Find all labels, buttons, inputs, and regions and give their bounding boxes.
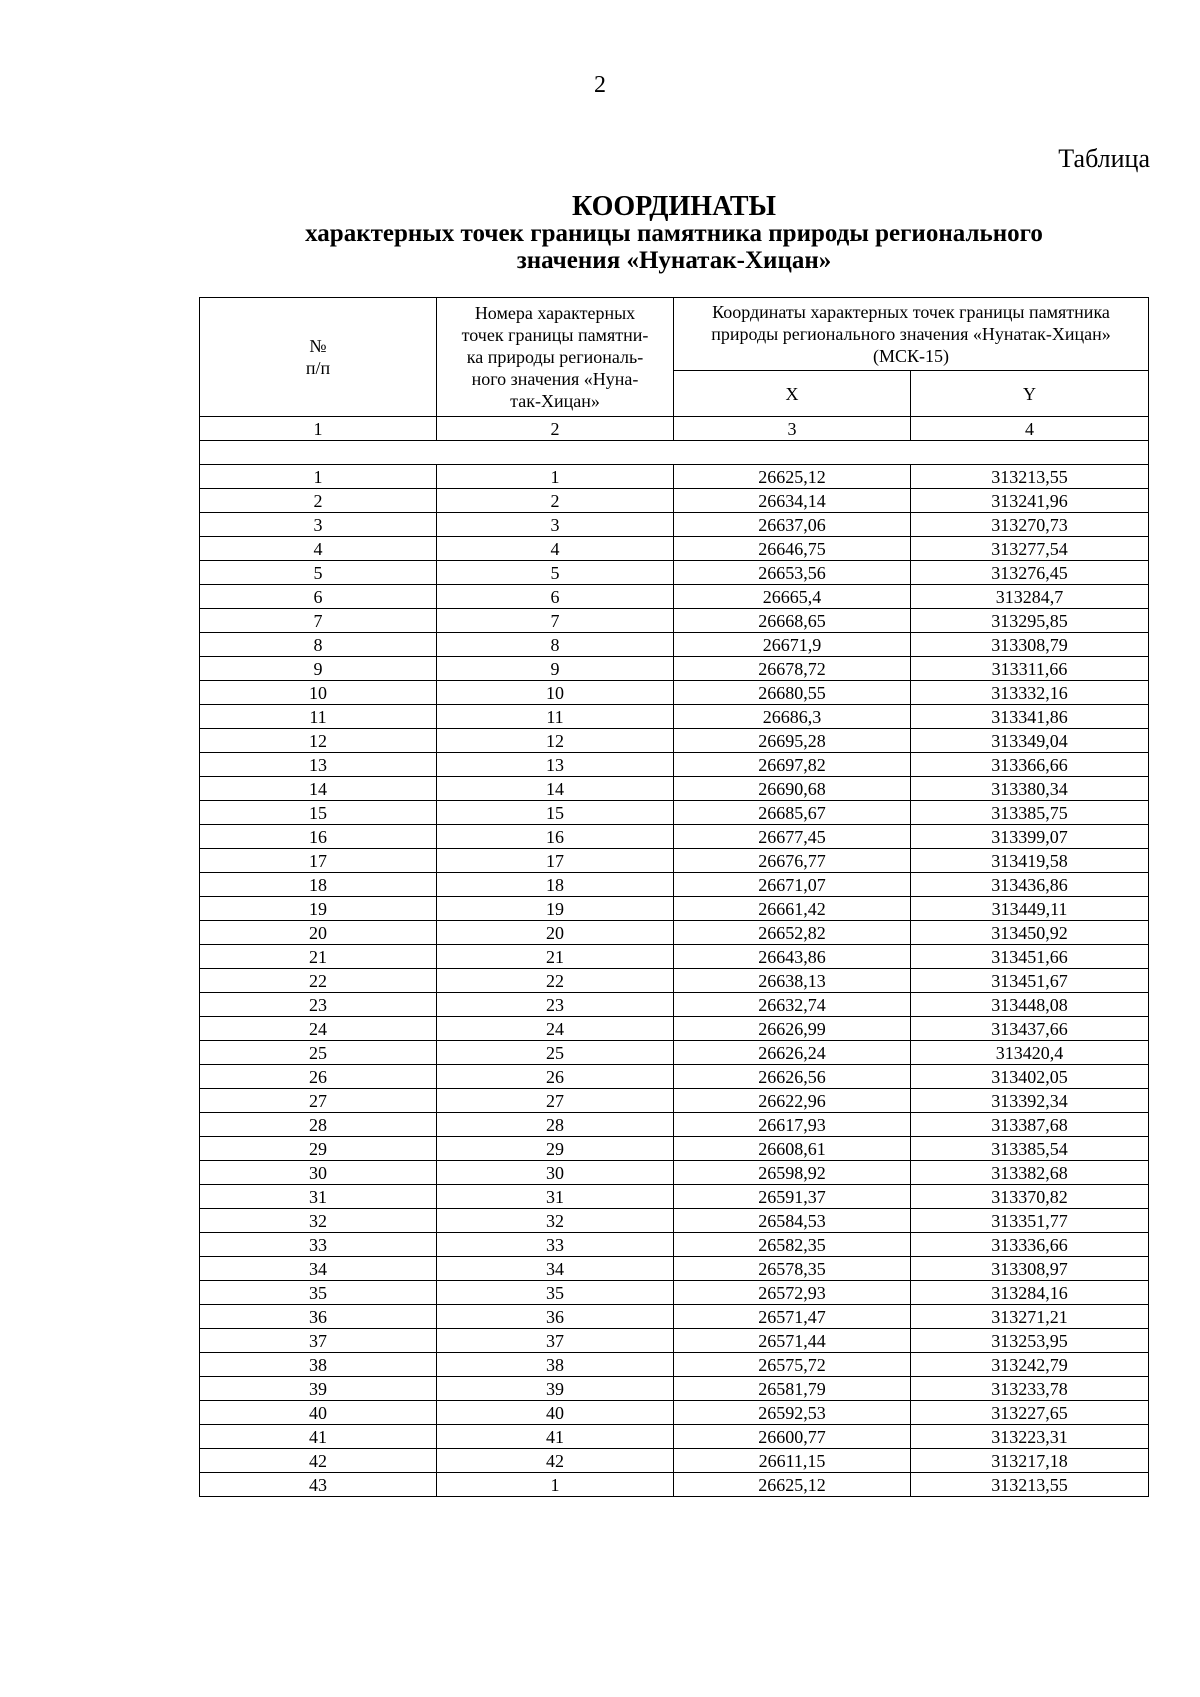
cell-y: 313448,08: [911, 993, 1149, 1017]
cell-point-number: 22: [437, 969, 674, 993]
table-row: [200, 1449, 1149, 1473]
cell-row-number: 3: [200, 513, 437, 537]
cell-y: 313420,4: [911, 1041, 1149, 1065]
cell-row-number: 41: [200, 1425, 437, 1449]
cell-point-number: 41: [437, 1425, 674, 1449]
cell-row-number: 10: [200, 681, 437, 705]
cell-x: 26678,72: [674, 657, 911, 681]
cell-point-number: 37: [437, 1329, 674, 1353]
cell-point-number: 34: [437, 1257, 674, 1281]
table-row: [200, 1041, 1149, 1065]
cell-point-number: 23: [437, 993, 674, 1017]
table-row: [200, 873, 1149, 897]
cell-row-number: 16: [200, 825, 437, 849]
cell-point-number: 26: [437, 1065, 674, 1089]
cell-y: 313242,79: [911, 1353, 1149, 1377]
title-line-3: значения «Нунатак-Хицан»: [516, 247, 832, 274]
cell-y: 313270,73: [911, 513, 1149, 537]
cell-row-number: 23: [200, 993, 437, 1017]
cell-y: 313332,16: [911, 681, 1149, 705]
column-number: 1: [200, 417, 437, 441]
cell-point-number: 31: [437, 1185, 674, 1209]
cell-x: 26652,82: [674, 921, 911, 945]
header-row-number-line-1: №: [309, 336, 327, 356]
cell-row-number: 28: [200, 1113, 437, 1137]
table-row: [200, 633, 1149, 657]
cell-y: 313336,66: [911, 1233, 1149, 1257]
cell-row-number: 2: [200, 489, 437, 513]
cell-row-number: 42: [200, 1449, 437, 1473]
cell-x: 26582,35: [674, 1233, 911, 1257]
cell-y: 313366,66: [911, 753, 1149, 777]
cell-y: 313449,11: [911, 897, 1149, 921]
cell-row-number: 39: [200, 1377, 437, 1401]
cell-row-number: 30: [200, 1161, 437, 1185]
cell-point-number: 27: [437, 1089, 674, 1113]
cell-row-number: 29: [200, 1137, 437, 1161]
cell-row-number: 18: [200, 873, 437, 897]
table-row: [200, 993, 1149, 1017]
cell-y: 313284,7: [911, 585, 1149, 609]
cell-x: 26661,42: [674, 897, 911, 921]
cell-x: 26671,07: [674, 873, 911, 897]
cell-x: 26598,92: [674, 1161, 911, 1185]
cell-y: 313380,34: [911, 777, 1149, 801]
cell-y: 313370,82: [911, 1185, 1149, 1209]
cell-y: 313311,66: [911, 657, 1149, 681]
cell-point-number: 12: [437, 729, 674, 753]
cell-point-number: 4: [437, 537, 674, 561]
cell-point-number: 20: [437, 921, 674, 945]
table-row: [200, 1137, 1149, 1161]
cell-y: 313341,86: [911, 705, 1149, 729]
cell-point-number: 40: [437, 1401, 674, 1425]
cell-y: 313382,68: [911, 1161, 1149, 1185]
table-row: [200, 1161, 1149, 1185]
header-row-number-line-2: п/п: [305, 358, 331, 378]
cell-y: 313349,04: [911, 729, 1149, 753]
cell-x: 26676,77: [674, 849, 911, 873]
header-point-numbers-line-1: Номера характерных: [474, 303, 636, 323]
cell-row-number: 43: [200, 1473, 437, 1497]
cell-x: 26685,67: [674, 801, 911, 825]
cell-y: 313308,79: [911, 633, 1149, 657]
cell-y: 313385,75: [911, 801, 1149, 825]
header-point-numbers: [437, 298, 674, 417]
table-row: [200, 921, 1149, 945]
cell-row-number: 6: [200, 585, 437, 609]
table-label: Таблица: [1058, 144, 1150, 173]
header-x: X: [674, 371, 911, 417]
cell-row-number: 12: [200, 729, 437, 753]
cell-point-number: 5: [437, 561, 674, 585]
cell-point-number: 30: [437, 1161, 674, 1185]
table-row: [200, 945, 1149, 969]
table-row: [200, 465, 1149, 489]
cell-point-number: 29: [437, 1137, 674, 1161]
cell-x: 26686,3: [674, 705, 911, 729]
table-row: [200, 1401, 1149, 1425]
cell-row-number: 7: [200, 609, 437, 633]
cell-y: 313451,66: [911, 945, 1149, 969]
cell-y: 313276,45: [911, 561, 1149, 585]
cell-point-number: 8: [437, 633, 674, 657]
table-row: [200, 777, 1149, 801]
table-row: [200, 1329, 1149, 1353]
cell-y: 313437,66: [911, 1017, 1149, 1041]
cell-point-number: 15: [437, 801, 674, 825]
table-row: [200, 1113, 1149, 1137]
cell-row-number: 9: [200, 657, 437, 681]
cell-x: 26571,44: [674, 1329, 911, 1353]
cell-row-number: 35: [200, 1281, 437, 1305]
cell-row-number: 25: [200, 1041, 437, 1065]
cell-x: 26572,93: [674, 1281, 911, 1305]
cell-x: 26634,14: [674, 489, 911, 513]
cell-x: 26643,86: [674, 945, 911, 969]
cell-y: 313233,78: [911, 1377, 1149, 1401]
cell-point-number: 9: [437, 657, 674, 681]
cell-x: 26680,55: [674, 681, 911, 705]
blank-cell: [200, 441, 1149, 465]
cell-row-number: 8: [200, 633, 437, 657]
cell-point-number: 10: [437, 681, 674, 705]
cell-row-number: 14: [200, 777, 437, 801]
cell-row-number: 24: [200, 1017, 437, 1041]
table-row: [200, 849, 1149, 873]
cell-row-number: 21: [200, 945, 437, 969]
cell-row-number: 34: [200, 1257, 437, 1281]
cell-point-number: 35: [437, 1281, 674, 1305]
cell-point-number: 13: [437, 753, 674, 777]
column-number: 3: [674, 417, 911, 441]
cell-row-number: 4: [200, 537, 437, 561]
cell-y: 313295,85: [911, 609, 1149, 633]
table-row: [200, 1089, 1149, 1113]
cell-x: 26625,12: [674, 465, 911, 489]
cell-row-number: 20: [200, 921, 437, 945]
cell-x: 26637,06: [674, 513, 911, 537]
cell-row-number: 13: [200, 753, 437, 777]
page-number: 2: [594, 72, 606, 98]
header-coordinates-line-1: Координаты характерных точек границы памятника: [712, 302, 1110, 322]
cell-point-number: 21: [437, 945, 674, 969]
table-row: [200, 1473, 1149, 1497]
table-row: [200, 657, 1149, 681]
cell-y: 313399,07: [911, 825, 1149, 849]
cell-point-number: 2: [437, 489, 674, 513]
cell-row-number: 22: [200, 969, 437, 993]
cell-y: 313227,65: [911, 1401, 1149, 1425]
table-row: [200, 825, 1149, 849]
cell-x: 26592,53: [674, 1401, 911, 1425]
cell-point-number: 18: [437, 873, 674, 897]
cell-point-number: 17: [437, 849, 674, 873]
table-row: [200, 1209, 1149, 1233]
table-row: [200, 1185, 1149, 1209]
table-row: [200, 609, 1149, 633]
cell-y: 313217,18: [911, 1449, 1149, 1473]
cell-x: 26584,53: [674, 1209, 911, 1233]
column-number: 4: [911, 417, 1149, 441]
table-row: [200, 1065, 1149, 1089]
table-row: [200, 897, 1149, 921]
document-title: [200, 193, 1148, 274]
cell-point-number: 33: [437, 1233, 674, 1257]
cell-x: 26571,47: [674, 1305, 911, 1329]
cell-y: 313392,34: [911, 1089, 1149, 1113]
table-row: [200, 513, 1149, 537]
table-row: [200, 1281, 1149, 1305]
cell-y: 313402,05: [911, 1065, 1149, 1089]
cell-x: 26581,79: [674, 1377, 911, 1401]
table-row: [200, 489, 1149, 513]
cell-x: 26591,37: [674, 1185, 911, 1209]
table-row: [200, 1233, 1149, 1257]
cell-y: 313253,95: [911, 1329, 1149, 1353]
cell-x: 26653,56: [674, 561, 911, 585]
table-row: [200, 753, 1149, 777]
column-numbers-row: [200, 417, 1149, 441]
cell-point-number: 39: [437, 1377, 674, 1401]
cell-point-number: 32: [437, 1209, 674, 1233]
cell-y: 313241,96: [911, 489, 1149, 513]
cell-x: 26578,35: [674, 1257, 911, 1281]
cell-row-number: 31: [200, 1185, 437, 1209]
cell-row-number: 37: [200, 1329, 437, 1353]
cell-point-number: 3: [437, 513, 674, 537]
cell-x: 26575,72: [674, 1353, 911, 1377]
cell-row-number: 15: [200, 801, 437, 825]
cell-point-number: 11: [437, 705, 674, 729]
header-row: [200, 298, 1149, 371]
cell-row-number: 27: [200, 1089, 437, 1113]
cell-x: 26677,45: [674, 825, 911, 849]
header-point-numbers-line-5: так-Хицан»: [510, 391, 600, 411]
cell-y: 313223,31: [911, 1425, 1149, 1449]
cell-row-number: 26: [200, 1065, 437, 1089]
cell-row-number: 36: [200, 1305, 437, 1329]
cell-row-number: 1: [200, 465, 437, 489]
cell-x: 26626,99: [674, 1017, 911, 1041]
cell-x: 26625,12: [674, 1473, 911, 1497]
cell-y: 313284,16: [911, 1281, 1149, 1305]
cell-row-number: 17: [200, 849, 437, 873]
cell-x: 26608,61: [674, 1137, 911, 1161]
cell-point-number: 24: [437, 1017, 674, 1041]
table-row: [200, 537, 1149, 561]
cell-point-number: 28: [437, 1113, 674, 1137]
cell-row-number: 33: [200, 1233, 437, 1257]
header-row-number: [200, 298, 437, 417]
cell-y: 313213,55: [911, 465, 1149, 489]
cell-y: 313308,97: [911, 1257, 1149, 1281]
cell-y: 313436,86: [911, 873, 1149, 897]
header-coordinates-line-3: (МСК-15): [873, 346, 949, 366]
coordinates-table: [199, 297, 1149, 1497]
title-main: КООРДИНАТЫ: [571, 191, 777, 222]
cell-x: 26626,24: [674, 1041, 911, 1065]
cell-x: 26611,15: [674, 1449, 911, 1473]
cell-y: 313387,68: [911, 1113, 1149, 1137]
cell-row-number: 11: [200, 705, 437, 729]
table-row: [200, 681, 1149, 705]
cell-y: 313277,54: [911, 537, 1149, 561]
header-y: Y: [911, 371, 1149, 417]
cell-y: 313271,21: [911, 1305, 1149, 1329]
cell-y: 313213,55: [911, 1473, 1149, 1497]
cell-x: 26632,74: [674, 993, 911, 1017]
table-row: [200, 1257, 1149, 1281]
cell-x: 26668,65: [674, 609, 911, 633]
cell-x: 26600,77: [674, 1425, 911, 1449]
header-point-numbers-line-4: ного значения «Нуна-: [471, 369, 639, 389]
table-row: [200, 1017, 1149, 1041]
cell-x: 26622,96: [674, 1089, 911, 1113]
cell-point-number: 1: [437, 1473, 674, 1497]
table-row: [200, 585, 1149, 609]
cell-y: 313450,92: [911, 921, 1149, 945]
table-row: [200, 969, 1149, 993]
cell-point-number: 38: [437, 1353, 674, 1377]
title-line-2: характерных точек границы памятника природы регионального: [305, 220, 1043, 247]
cell-x: 26695,28: [674, 729, 911, 753]
cell-row-number: 5: [200, 561, 437, 585]
header-coordinates-line-2: природы регионального значения «Нунатак-Хицан»: [711, 324, 1111, 344]
table-row: [200, 1377, 1149, 1401]
table-row: [200, 729, 1149, 753]
cell-row-number: 40: [200, 1401, 437, 1425]
table-row: [200, 801, 1149, 825]
cell-y: 313419,58: [911, 849, 1149, 873]
cell-y: 313385,54: [911, 1137, 1149, 1161]
table-row: [200, 561, 1149, 585]
cell-point-number: 6: [437, 585, 674, 609]
cell-row-number: 32: [200, 1209, 437, 1233]
cell-point-number: 19: [437, 897, 674, 921]
table-row: [200, 1425, 1149, 1449]
header-point-numbers-line-3: ка природы региональ-: [466, 347, 644, 367]
cell-x: 26690,68: [674, 777, 911, 801]
cell-x: 26626,56: [674, 1065, 911, 1089]
cell-point-number: 14: [437, 777, 674, 801]
column-number: 2: [437, 417, 674, 441]
cell-point-number: 7: [437, 609, 674, 633]
table-row: [200, 705, 1149, 729]
cell-x: 26665,4: [674, 585, 911, 609]
cell-point-number: 16: [437, 825, 674, 849]
header-coordinates: [674, 298, 1149, 371]
cell-row-number: 38: [200, 1353, 437, 1377]
cell-y: 313451,67: [911, 969, 1149, 993]
table-row: [200, 1305, 1149, 1329]
cell-point-number: 1: [437, 465, 674, 489]
cell-x: 26671,9: [674, 633, 911, 657]
blank-row: [200, 441, 1149, 465]
cell-point-number: 25: [437, 1041, 674, 1065]
cell-row-number: 19: [200, 897, 437, 921]
table-body: [200, 441, 1149, 1497]
cell-point-number: 36: [437, 1305, 674, 1329]
cell-x: 26617,93: [674, 1113, 911, 1137]
cell-x: 26646,75: [674, 537, 911, 561]
cell-point-number: 42: [437, 1449, 674, 1473]
table-row: [200, 1353, 1149, 1377]
header-point-numbers-line-2: точек границы памятни-: [461, 325, 649, 345]
cell-x: 26697,82: [674, 753, 911, 777]
cell-x: 26638,13: [674, 969, 911, 993]
cell-y: 313351,77: [911, 1209, 1149, 1233]
